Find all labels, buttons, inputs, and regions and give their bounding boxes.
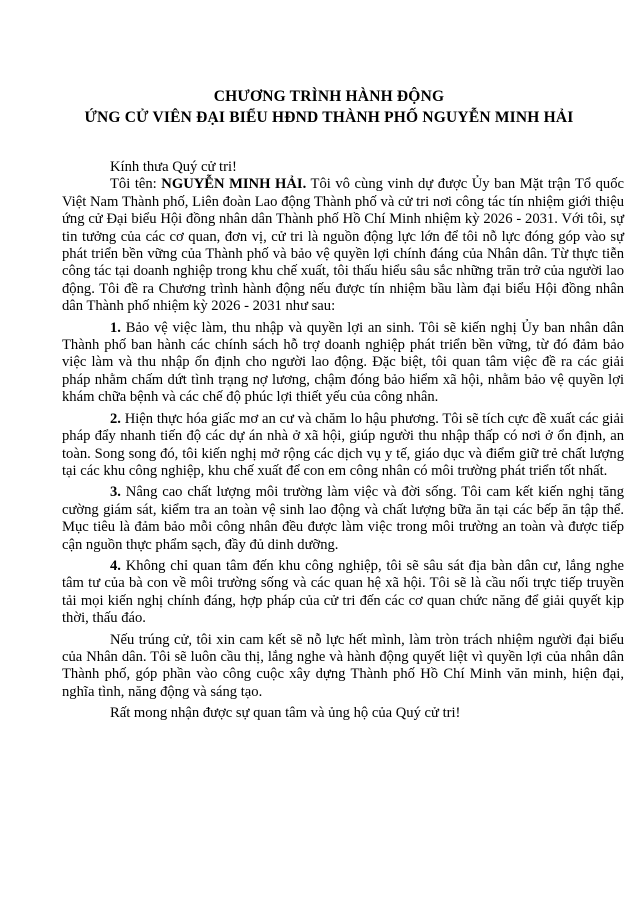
intro-body: Tôi vô cùng vinh dự được Ủy ban Mặt trận Tổ quốc Việt Nam Thành phố, Liên đoàn Lao động Thành phố và cử tri nơi công tác tín nhiệm giới thiệu ứng cử Đại biểu Hội đồng nhân dân Thành phố Hồ Chí Minh nhiệm kỳ 2026 - 2031. Với tôi, sự tin tưởng của các cơ quan, đơn vị, cử tri là nguồn động lực lớn để tôi nỗ lực đóng góp vào sự phát triển bền vững của Thành phố và bảo vệ quyền lợi chính đáng của Nhân dân. Từ thực tiễn công tác tại doanh nghiệp trong khu chế xuất, tôi thấu hiểu sâu sắc những trăn trở của người lao động. Tôi đề ra Chương trình hành động nếu được tín nhiệm bầu làm đại biểu Hội đồng nhân dân Thành phố nhiệm kỳ 2026 - 2031 như sau: <box>62 176 625 315</box>
intro-prefix: Tôi tên: <box>110 176 162 193</box>
intro-paragraph <box>62 176 624 315</box>
title-line-2: ỨNG CỬ VIÊN ĐẠI BIỂU HĐND THÀNH PHỐ NGUYỄN MINH HẢI <box>84 109 574 126</box>
item-3-text: Nâng cao chất lượng môi trường làm việc và đời sống. Tôi cam kết kiến nghị tăng cường giám sát, kiểm tra an toàn vệ sinh lao động và chất lượng bữa ăn tại các bếp ăn tập thể. Mục tiêu là đảm bảo mỗi công nhân đều được làm việc trong môi trường an toàn và được tiếp cận nguồn thực phẩm sạch, đầy đủ dinh dưỡng. <box>62 484 624 553</box>
item-2-number: 2. <box>110 410 121 427</box>
document-title <box>62 86 596 128</box>
item-2-text: Hiện thực hóa giấc mơ an cư và chăm lo hậu phương. Tôi sẽ tích cực đề xuất các giải pháp đẩy nhanh tiến độ các dự án nhà ở xã hội, giúp người thu nhập thấp có nơi ở ổn định, an toàn. Song song đó, tôi kiến nghị mở rộng các dịch vụ y tế, giáo dục và điểm giữ trẻ chất lượng tại các khu công nghiệp, khu chế xuất để con em công nhân có môi trường phát triển tốt nhất. <box>62 410 624 479</box>
program-item-2 <box>62 411 624 481</box>
program-item-1 <box>62 320 624 407</box>
candidate-name: NGUYỄN MINH HẢI. <box>161 176 307 193</box>
program-item-3 <box>62 484 624 554</box>
item-1-text: Bảo vệ việc làm, thu nhập và quyền lợi an sinh. Tôi sẽ kiến nghị Ủy ban nhân dân Thành phố ban hành các chính sách hỗ trợ doanh nghiệp phát triển bền vững, từ đó đảm bảo việc làm và thu nhập ổn định cho người lao động. Đặc biệt, tôi quan tâm việc đề ra các giải pháp nhằm chấm dứt tình trạng nợ lương, chậm đóng bảo hiểm xã hội, nhằm bảo vệ quyền lợi khám chữa bệnh và các chế độ phúc lợi thiết yếu của công nhân. <box>62 319 624 406</box>
title-line-1: CHƯƠNG TRÌNH HÀNH ĐỘNG <box>213 88 445 105</box>
item-4-text: Không chỉ quan tâm đến khu công nghiệp, tôi sẽ sâu sát địa bàn dân cư, lắng nghe tâm tư của bà con về môi trường sống và các quan hệ xã hội. Tôi sẽ là cầu nối trực tiếp truyền tải mọi kiến nghị chính đáng, hợp pháp của cử tri đến các cơ quan chức năng để giải quyết kịp thời, thấu đáo. <box>62 557 624 627</box>
item-4-number: 4. <box>110 557 121 574</box>
salutation: Kính thưa Quý cử tri! <box>110 159 237 175</box>
item-3-number: 3. <box>110 484 121 501</box>
program-item-4 <box>62 558 624 628</box>
item-1-number: 1. <box>110 319 121 336</box>
closing-paragraph: Nếu trúng cử, tôi xin cam kết sẽ nỗ lực hết mình, làm tròn trách nhiệm người đại biểu của Nhân dân. Tôi sẽ luôn cầu thị, lắng nghe và hành động quyết liệt vì quyền lợi của nhân dân Thành phố, góp phần vào công cuộc xây dựng Thành phố Hồ Chí Minh văn minh, hiện đại, nghĩa tình, năng động và sáng tạo. <box>62 631 624 700</box>
final-appeal: Rất mong nhận được sự quan tâm và ủng hộ của Quý cử tri! <box>110 705 461 722</box>
